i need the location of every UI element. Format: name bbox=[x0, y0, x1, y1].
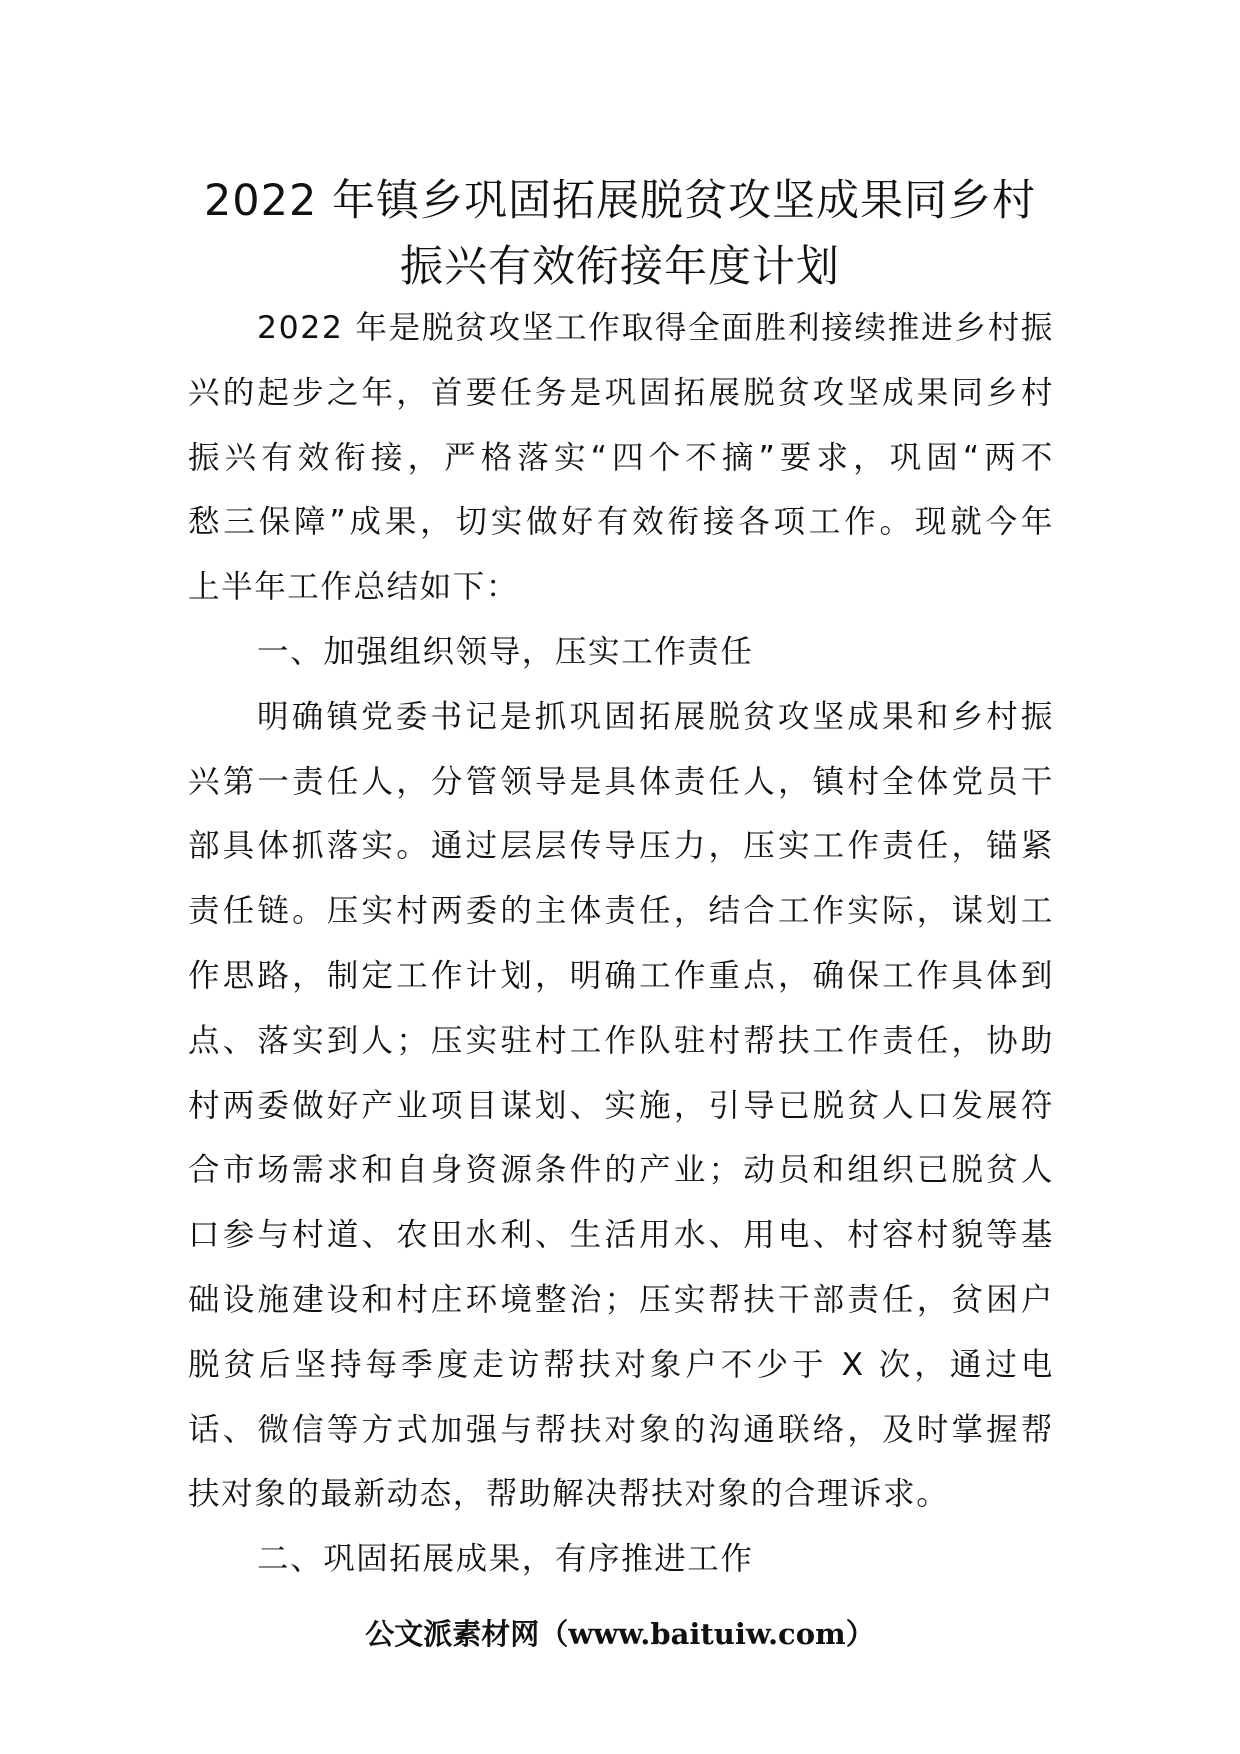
paragraph-2-line: 点、落实到人；压实驻村工作队驻村帮扶工作责任，协助 bbox=[188, 1022, 1054, 1059]
title-line-2: 振兴有效衔接年度计划 bbox=[400, 242, 840, 292]
paragraph-1-line: 振兴有效衔接，严格落实“四个不摘”要求，巩固“两不 bbox=[188, 439, 1054, 476]
paragraph-2-line: 作思路，制定工作计划，明确工作重点，确保工作具体到 bbox=[188, 957, 1054, 994]
paragraph-2-line: 话、微信等方式加强与帮扶对象的沟通联络，及时掌握帮 bbox=[188, 1411, 1054, 1448]
paragraph-2-line: 兴第一责任人，分管领导是具体责任人，镇村全体党员干 bbox=[188, 763, 1054, 800]
footer-watermark: 公文派素材网（www.baituiw.com） bbox=[365, 1617, 875, 1651]
document-body bbox=[188, 296, 1054, 1592]
document-title bbox=[0, 168, 1240, 300]
paragraph-2-line: 责任链。压实村两委的主体责任，结合工作实际，谋划工 bbox=[188, 893, 1054, 930]
paragraph-2-line: 础设施建设和村庄环境整治；压实帮扶干部责任，贫困户 bbox=[188, 1281, 1054, 1318]
paragraph-2-line: 口参与村道、农田水利、生活用水、用电、村容村貌等基 bbox=[188, 1217, 1054, 1254]
paragraph-2-line: 部具体抓落实。通过层层传导压力，压实工作责任，锚紧 bbox=[188, 828, 1054, 865]
paragraph-1-line: 兴的起步之年，首要任务是巩固拓展脱贫攻坚成果同乡村 bbox=[188, 374, 1054, 411]
paragraph-1-line: 愁三保障”成果，切实做好有效衔接各项工作。现就今年 bbox=[188, 504, 1054, 541]
title-line-1: 2022 年镇乡巩固拓展脱贫攻坚成果同乡村 bbox=[203, 176, 1037, 226]
section-heading-1: 一、加强组织领导，压实工作责任 bbox=[257, 633, 754, 670]
paragraph-2-line: 脱贫后坚持每季度走访帮扶对象户不少于 X 次，通过电 bbox=[188, 1346, 1054, 1383]
paragraph-1-line: 上半年工作总结如下： bbox=[188, 569, 520, 606]
paragraph-2-line: 明确镇党委书记是抓巩固拓展脱贫攻坚成果和乡村振 bbox=[257, 698, 1054, 735]
paragraph-1-line: 2022 年是脱贫攻坚工作取得全面胜利接续推进乡村振 bbox=[257, 310, 1054, 346]
section-heading-2: 二、巩固拓展成果，有序推进工作 bbox=[257, 1541, 754, 1578]
paragraph-2-line: 村两委做好产业项目谋划、实施，引导已脱贫人口发展符 bbox=[188, 1087, 1054, 1124]
paragraph-2-line: 扶对象的最新动态，帮助解决帮扶对象的合理诉求。 bbox=[188, 1476, 950, 1513]
paragraph-2-line: 合市场需求和自身资源条件的产业；动员和组织已脱贫人 bbox=[188, 1152, 1054, 1189]
